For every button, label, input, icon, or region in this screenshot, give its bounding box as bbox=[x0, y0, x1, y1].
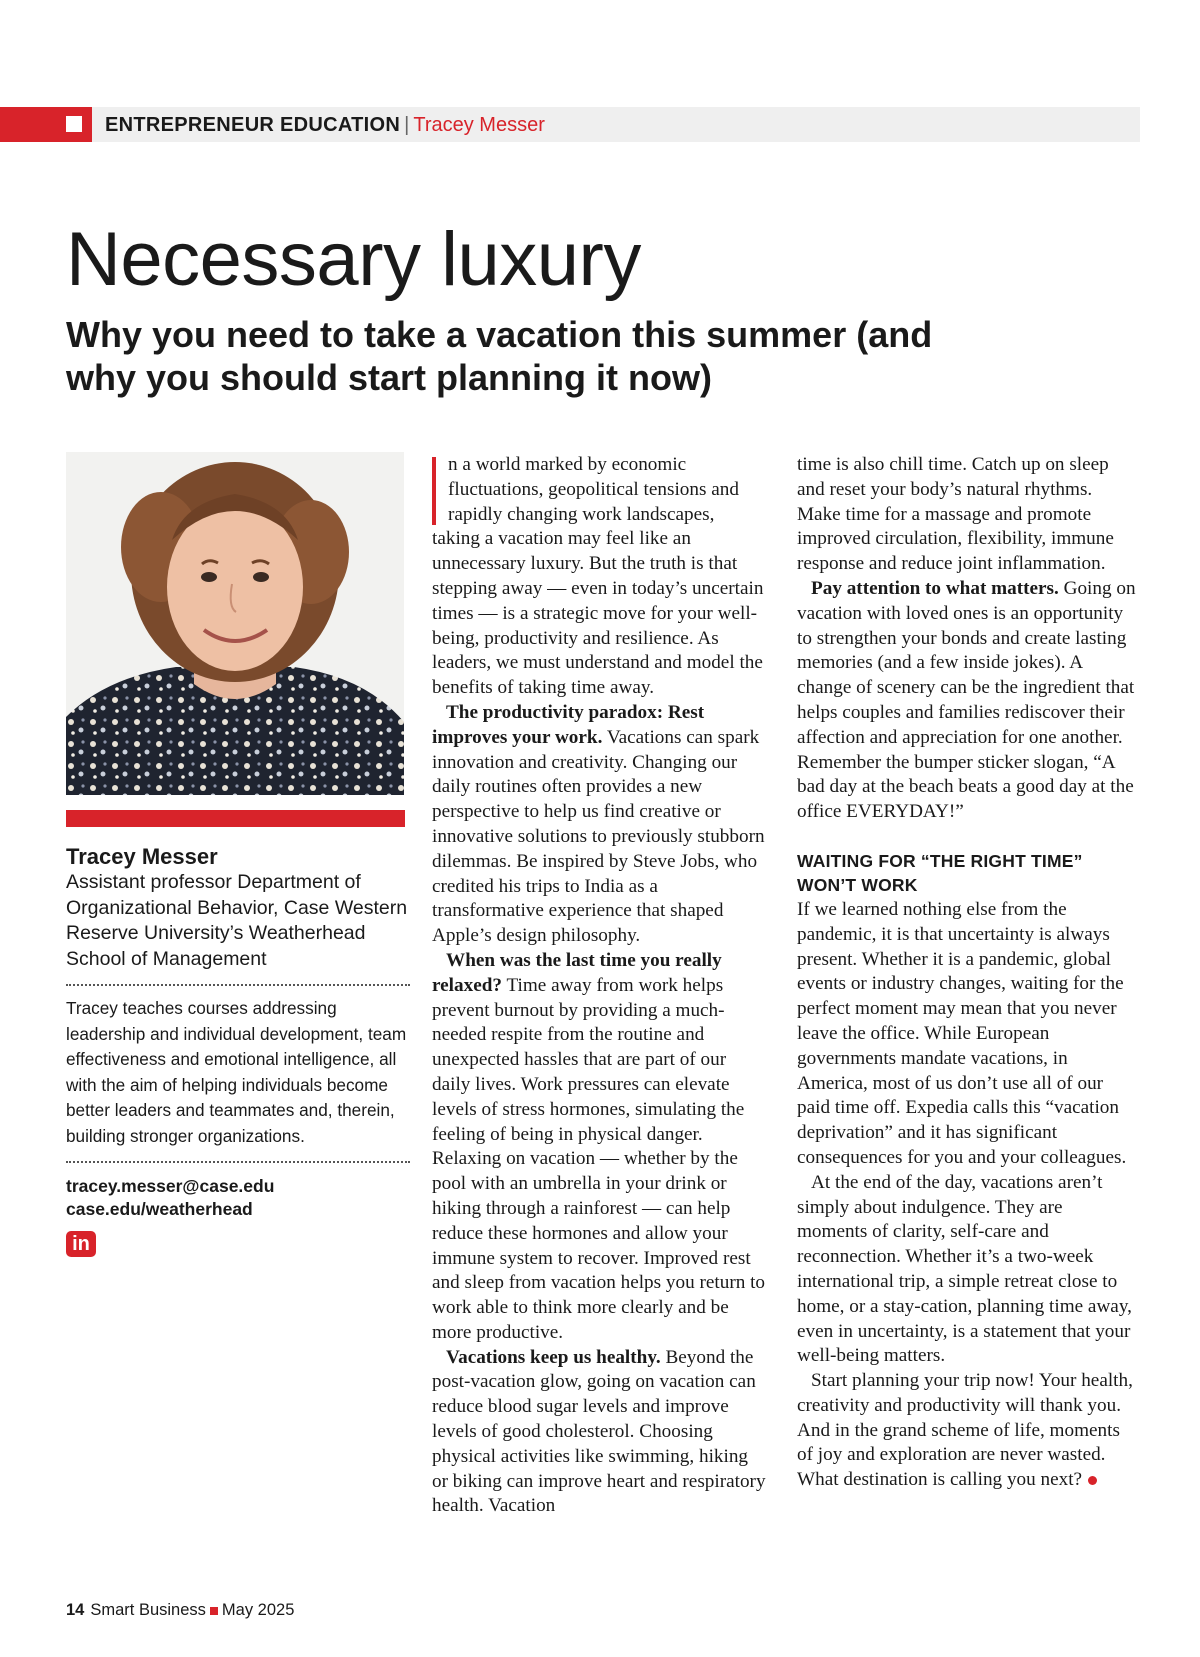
publication-name: Smart Business bbox=[90, 1601, 206, 1619]
paragraph: time is also chill time. Catch up on sleep and reset your body’s natural rhythms. Make time for a massage and promote improved circulation, flexibility, immune response and reduce joint inflammation. bbox=[797, 454, 1114, 575]
paragraph-lead: When was the last time you really relaxed? bbox=[432, 949, 722, 996]
header-separator: | bbox=[404, 114, 410, 136]
article-column-2 bbox=[797, 453, 1137, 1493]
section-heading: WAITING FOR “THE RIGHT TIME” WON’T WORK bbox=[797, 850, 1083, 896]
issue-date: May 2025 bbox=[221, 1601, 295, 1619]
paragraph: At the end of the day, vacations aren’t simply about indulgence. They are moments of clarity, self-care and reconnection. Whether it’s a two-week international trip, a simple retreat close to home, or a stay-cation, planning time away, even in uncertainty, is a statement that your well-being matters. bbox=[797, 1171, 1132, 1367]
bio-name: Tracey Messer bbox=[66, 844, 218, 869]
paragraph-text: Vacations can spark innovation and creativity. Changing our daily routines often provides a new perspective to help us find creative or innovative solutions to previously stubborn dilemmas. Be inspired by Steve Jobs, who credited his trips to India as a transformative experience that shaped Apple’s design philosophy. bbox=[432, 726, 765, 947]
paragraph-lead: Pay attention to what matters. bbox=[811, 577, 1059, 599]
article-subtitle: Why you need to take a vacation this summer (and why you should start planning it now) bbox=[66, 314, 933, 398]
section-label: ENTREPRENEUR EDUCATION bbox=[105, 114, 401, 136]
article-column-1 bbox=[432, 453, 767, 1519]
paragraph-text: Time away from work helps prevent burnout by providing a much-needed respite from the routine and unexpected hassles that are part of our daily lives. Work pressures can elevate levels of stress hormones, simulating the feeling of being in physical danger. Relaxing on vacation — whether by the pool with an umbrella in your drink or hiking through a rainforest — can help reduce these hormones and allow your immune system to recover. Improved rest and sleep from vacation helps you return to work able to think more clearly and be more productive. bbox=[432, 974, 766, 1343]
paragraph bbox=[432, 949, 767, 1346]
author-bio bbox=[66, 843, 410, 1257]
header-square-icon bbox=[66, 116, 82, 132]
section-header bbox=[105, 113, 545, 137]
paragraph bbox=[432, 453, 767, 701]
paragraph-text: n a world marked by economic fluctuations, geopolitical tensions and rapidly changing work landscapes, taking a vacation may feel like an unnecessary luxury. But the truth is that stepping away — even in today’s uncertain times — is a strategic move for your well-being, productivity and resilience. As leaders, we must understand and model the benefits of taking time away. bbox=[432, 454, 764, 699]
bio-title: Assistant professor Department of Organizational Behavior, Case Western Reserve University’s Weatherhead School of Management bbox=[66, 871, 408, 970]
divider bbox=[66, 1161, 410, 1163]
bio-description: Tracey teaches courses addressing leadership and individual development, team effectiveness and emotional intelligence, all with the aim of helping individuals become better leaders and teammates and, therein, building stronger organizations. bbox=[66, 998, 407, 1146]
footer-square-icon bbox=[210, 1607, 218, 1615]
page-number: 14 bbox=[66, 1601, 85, 1619]
paragraph-lead: Vacations keep us healthy. bbox=[446, 1346, 661, 1368]
page-footer bbox=[66, 1600, 294, 1620]
paragraph-text: Going on vacation with loved ones is an opportunity to strengthen your bonds and create lasting memories (and a few inside jokes). A change of scenery can be the ingredient that helps couples and families rediscover their affection and appreciation for one another. Remember the bumper sticker slogan, “A bad day at the beach beats a good day at the office EVERYDAY!” bbox=[797, 577, 1136, 823]
paragraph bbox=[432, 701, 767, 949]
paragraph bbox=[797, 1369, 1137, 1493]
paragraph bbox=[797, 577, 1137, 825]
end-mark-icon bbox=[1088, 1476, 1097, 1485]
dropcap-i-icon bbox=[432, 457, 436, 525]
paragraph-text: Beyond the post-vacation glow, going on vacation can reduce blood sugar levels and improve levels of good cholesterol. Choosing physical activities like swimming, hiking or biking can improve heart and respiratory health. Vacation bbox=[432, 1346, 766, 1517]
article-title: Necessary luxury bbox=[66, 217, 641, 302]
linkedin-icon[interactable]: in bbox=[66, 1231, 96, 1257]
bio-email-link[interactable]: tracey.messer@case.edu bbox=[66, 1176, 275, 1196]
paragraph: If we learned nothing else from the pandemic, it is that uncertainty is always present. Whether it is a pandemic, global events or industry changes, waiting for the perfect moment may mean that you never leave the office. While European governments mandate vacations, in America, most of us don’t use all of our paid time off. Expedia calls this “vacation deprivation” and it has significant consequences for you and your colleagues. bbox=[797, 898, 1127, 1168]
header-author: Tracey Messer bbox=[413, 114, 545, 136]
bio-website-link[interactable]: case.edu/weatherhead bbox=[66, 1199, 253, 1219]
divider bbox=[66, 984, 410, 986]
paragraph-lead: The productivity paradox: Rest improves your work. bbox=[432, 701, 705, 748]
paragraph bbox=[432, 1346, 767, 1520]
photo-accent-bar bbox=[66, 810, 405, 827]
paragraph-text: Start planning your trip now! Your health, creativity and productivity will thank you. And in the grand scheme of life, moments of joy and exploration are never wasted. What destination is calling you next? bbox=[797, 1370, 1133, 1491]
author-photo bbox=[66, 452, 404, 795]
